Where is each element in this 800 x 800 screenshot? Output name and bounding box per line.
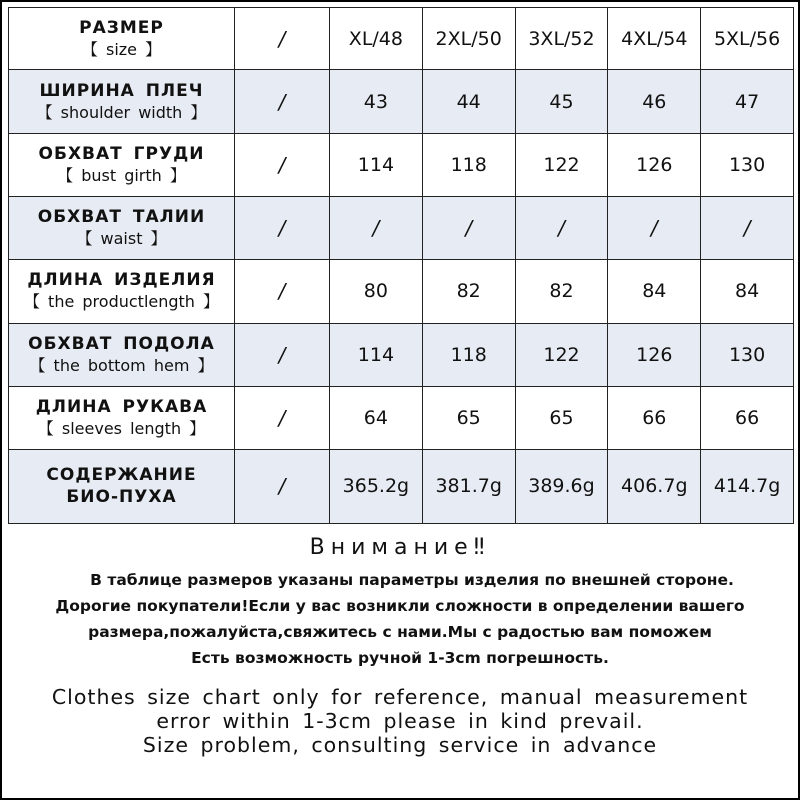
measurement-label-cell bbox=[9, 449, 235, 523]
notes-section bbox=[0, 530, 800, 757]
measurement-row bbox=[9, 386, 794, 449]
size-header-cell: 4XL/54 bbox=[608, 8, 701, 70]
ru-note-line: В таблице размеров указаны параметры изделия по внешней стороне. bbox=[90, 571, 734, 589]
value-cell: 82 bbox=[515, 260, 608, 323]
value-cell: 114 bbox=[330, 134, 423, 197]
value-cell: 65 bbox=[515, 386, 608, 449]
measurement-row bbox=[9, 449, 794, 523]
ru-note-line: Дорогие покупатели!Если у вас возникли сложности в определении вашего bbox=[55, 597, 745, 615]
value-cell: 84 bbox=[701, 260, 794, 323]
value-cell: 122 bbox=[515, 134, 608, 197]
measurement-label-ru: ДЛИНА РУКАВА bbox=[35, 396, 208, 417]
en-note-line: Size problem, consulting service in advance bbox=[142, 733, 658, 757]
size-header-cell: 5XL/56 bbox=[701, 8, 794, 70]
value-cell: 118 bbox=[422, 134, 515, 197]
measurement-label-en: 【 the productlength 】 bbox=[23, 292, 220, 312]
measurement-label-en: 【 sleeves length 】 bbox=[37, 418, 206, 438]
value-cell: 389.6g bbox=[515, 449, 608, 523]
value-cell: 130 bbox=[701, 134, 794, 197]
measurement-label-ru: СОДЕРЖАНИЕ bbox=[46, 465, 197, 486]
value-cell: 130 bbox=[701, 323, 794, 386]
en-note-line: error within 1-3cm please in kind prevail. bbox=[156, 709, 644, 733]
value-cell: 114 bbox=[330, 323, 423, 386]
value-cell: 414.7g bbox=[701, 449, 794, 523]
size-chart-table bbox=[8, 7, 794, 524]
value-cell: / bbox=[330, 197, 423, 260]
value-cell: 43 bbox=[330, 70, 423, 134]
measurement-label-cell bbox=[9, 70, 235, 134]
measurement-label-ru: ОБХВАТ ГРУДИ bbox=[38, 144, 205, 165]
value-cell: 365.2g bbox=[330, 449, 423, 523]
value-cell: 66 bbox=[608, 386, 701, 449]
measurement-label-cell bbox=[9, 260, 235, 323]
value-cell: 46 bbox=[608, 70, 701, 134]
value-cell: 118 bbox=[422, 323, 515, 386]
measurement-label-ru: ОБХВАТ ТАЛИИ bbox=[37, 207, 206, 228]
measurement-label-cell bbox=[9, 197, 235, 260]
slash-cell: / bbox=[235, 260, 330, 323]
header-label-ru: РАЗМЕР bbox=[79, 17, 164, 38]
attention-heading: Внимание‼ bbox=[309, 535, 491, 560]
measurement-row bbox=[9, 197, 794, 260]
value-cell: / bbox=[422, 197, 515, 260]
value-cell: 64 bbox=[330, 386, 423, 449]
slash-cell: / bbox=[235, 134, 330, 197]
header-slash-cell: / bbox=[235, 8, 330, 70]
measurement-label-en: 【 the bottom hem 】 bbox=[29, 355, 214, 375]
value-cell: 406.7g bbox=[608, 449, 701, 523]
header-label-cell bbox=[9, 8, 235, 70]
measurement-label-ru: ОБХВАТ ПОДОЛА bbox=[28, 333, 215, 354]
measurement-row bbox=[9, 260, 794, 323]
slash-cell: / bbox=[235, 449, 330, 523]
value-cell: 126 bbox=[608, 134, 701, 197]
measurement-label-cell bbox=[9, 134, 235, 197]
ru-note-line: Есть возможность ручной 1-3cm погрешность. bbox=[191, 649, 609, 667]
measurement-label-ru: ШИРИНА ПЛЕЧ bbox=[39, 80, 204, 101]
measurement-row bbox=[9, 70, 794, 134]
measurement-label-en: БИО-ПУХА bbox=[66, 487, 177, 508]
value-cell: / bbox=[701, 197, 794, 260]
header-row bbox=[9, 8, 794, 70]
value-cell: 82 bbox=[422, 260, 515, 323]
value-cell: 66 bbox=[701, 386, 794, 449]
value-cell: 126 bbox=[608, 323, 701, 386]
slash-cell: / bbox=[235, 70, 330, 134]
size-header-cell: 2XL/50 bbox=[422, 8, 515, 70]
value-cell: 47 bbox=[701, 70, 794, 134]
value-cell: 122 bbox=[515, 323, 608, 386]
value-cell: / bbox=[608, 197, 701, 260]
value-cell: 381.7g bbox=[422, 449, 515, 523]
measurement-row bbox=[9, 134, 794, 197]
value-cell: 44 bbox=[422, 70, 515, 134]
size-header-cell: XL/48 bbox=[330, 8, 423, 70]
value-cell: 65 bbox=[422, 386, 515, 449]
value-cell: 45 bbox=[515, 70, 608, 134]
header-label-en: 【 size 】 bbox=[81, 39, 162, 59]
measurement-label-ru: ДЛИНА ИЗДЕЛИЯ bbox=[27, 270, 216, 291]
value-cell: 80 bbox=[330, 260, 423, 323]
measurement-label-en: 【 waist 】 bbox=[76, 229, 167, 249]
value-cell: 84 bbox=[608, 260, 701, 323]
slash-cell: / bbox=[235, 197, 330, 260]
measurement-label-en: 【 shoulder width 】 bbox=[36, 102, 207, 122]
slash-cell: / bbox=[235, 386, 330, 449]
measurement-label-en: 【 bust girth 】 bbox=[57, 166, 186, 186]
ru-note-line: размера,пожалуйста,свяжитесь с нами.Мы с радостью вам поможем bbox=[88, 623, 712, 641]
measurement-label-cell bbox=[9, 386, 235, 449]
value-cell: / bbox=[515, 197, 608, 260]
en-note-line: Clothes size chart only for reference, manual measurement bbox=[51, 685, 749, 709]
measurement-label-cell bbox=[9, 323, 235, 386]
size-header-cell: 3XL/52 bbox=[515, 8, 608, 70]
slash-cell: / bbox=[235, 323, 330, 386]
measurement-row bbox=[9, 323, 794, 386]
